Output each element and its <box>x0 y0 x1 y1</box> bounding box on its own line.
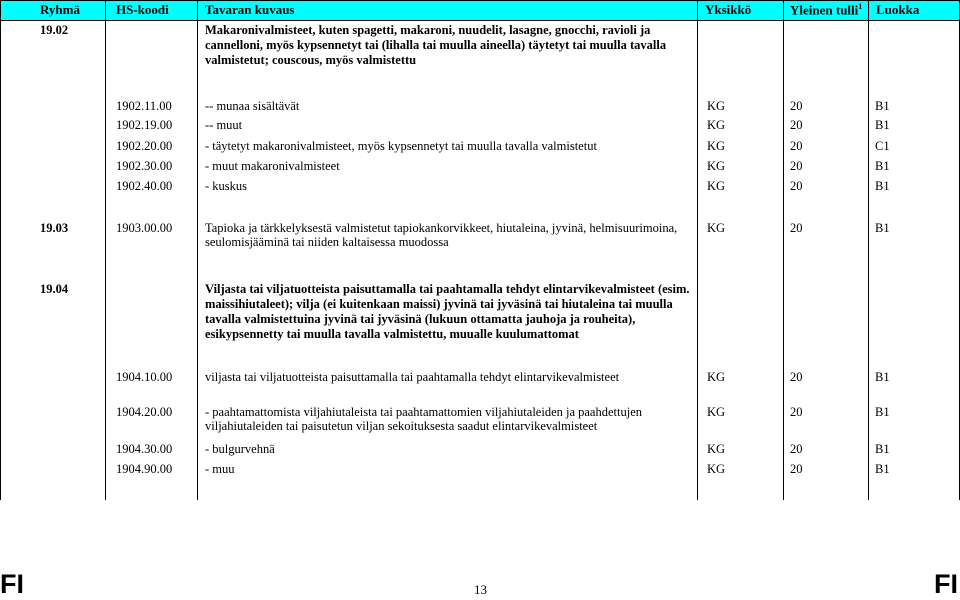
row-unit: KG <box>707 442 726 456</box>
rule-top <box>0 0 960 1</box>
group-code-1904: 19.04 <box>40 282 69 296</box>
row-class: B1 <box>875 118 890 132</box>
row-class: B1 <box>875 462 890 476</box>
header-hs-code: HS-koodi <box>116 2 169 17</box>
row-class: B1 <box>875 221 890 235</box>
row-desc: - muut makaronivalmisteet <box>205 159 340 173</box>
header-tariff-label: Yleinen tulli <box>790 2 859 18</box>
heading-1904-line-3: tavalla valmistettuina jyvinä tai jyväsinä (lukuun ottamatta jauhoja ja rouheita), <box>205 312 636 326</box>
group-code-1903: 19.03 <box>40 221 69 235</box>
row-unit: KG <box>707 221 726 235</box>
row-tariff: 20 <box>790 370 803 384</box>
row-unit: KG <box>707 370 726 384</box>
row-code: 1902.19.00 <box>116 118 173 132</box>
row-class: B1 <box>875 370 890 384</box>
row-code: 1904.20.00 <box>116 405 173 419</box>
row-desc: - muu <box>205 462 235 476</box>
row-unit: KG <box>707 405 726 419</box>
heading-1902-line-3: valmistetut; couscous, myös valmistettu <box>205 53 417 67</box>
row-class: C1 <box>875 139 890 153</box>
rule-col-5 <box>868 0 869 500</box>
header-unit: Yksikkö <box>705 2 752 17</box>
row-tariff: 20 <box>790 442 803 456</box>
header-group: Ryhmä <box>40 2 80 17</box>
row-desc-line-2: viljahiutaleiden tai paisutetun viljan sekoituksesta saadut elintarvikevalmisteet <box>205 419 598 433</box>
row-tariff: 20 <box>790 159 803 173</box>
group-code-1902: 19.02 <box>40 23 69 37</box>
row-desc: - kuskus <box>205 179 248 193</box>
footer-country-right: FI <box>934 569 958 599</box>
row-unit: KG <box>707 159 726 173</box>
rule-col-2 <box>197 0 198 500</box>
rule-col-0 <box>0 0 1 500</box>
rule-header-bottom <box>0 20 960 21</box>
row-desc: - täytetyt makaronivalmisteet, myös kypsennetyt tai muulla tavalla valmistetut <box>205 139 597 153</box>
row-tariff: 20 <box>790 118 803 132</box>
row-desc-line-1: Tapioka ja tärkkelyksestä valmistetut tapiokankorvikkeet, hiutaleina, jyvinä, helmisuurimoina, <box>205 221 678 235</box>
row-class: B1 <box>875 442 890 456</box>
row-desc: viljasta tai viljatuotteista paisuttamalla tai paahtamalla tehdyt elintarvikevalmisteet <box>205 370 620 384</box>
rule-col-3 <box>697 0 698 500</box>
table-header <box>0 0 960 20</box>
header-tariff-sup: 1 <box>858 2 863 11</box>
row-tariff: 20 <box>790 139 803 153</box>
row-desc-line-2: seulomisjääminä tai niiden kaltaisessa muodossa <box>205 235 449 249</box>
row-code: 1904.30.00 <box>116 442 173 456</box>
rule-col-1 <box>105 0 106 500</box>
row-desc: -- munaa sisältävät <box>205 99 300 113</box>
row-tariff: 20 <box>790 179 803 193</box>
heading-1902-line-2: cannelloni, myös kypsennetyt tai (lihalla tai muulla aineella) täytetyt tai muulla tavalla <box>205 38 667 52</box>
header-tariff <box>790 2 862 18</box>
rule-col-4 <box>783 0 784 500</box>
heading-1904-line-1: Viljasta tai viljatuotteista paisuttamalla tai paahtamalla tehdyt elintarvikevalmisteet (esim. <box>205 282 690 296</box>
row-class: B1 <box>875 179 890 193</box>
row-code: 1902.11.00 <box>116 99 172 113</box>
row-code: 1904.90.00 <box>116 462 173 476</box>
row-code: 1904.10.00 <box>116 370 173 384</box>
row-class: B1 <box>875 405 890 419</box>
row-tariff: 20 <box>790 462 803 476</box>
row-desc: -- muut <box>205 118 243 132</box>
row-desc: - bulgurvehnä <box>205 442 275 456</box>
row-tariff: 20 <box>790 405 803 419</box>
row-code: 1902.30.00 <box>116 159 173 173</box>
page-number: 13 <box>474 582 487 597</box>
heading-1904-line-4: esikypsennetty tai muulla tavalla valmistettu, muualle kuulumattomat <box>205 327 579 341</box>
row-code: 1902.40.00 <box>116 179 173 193</box>
header-description: Tavaran kuvaus <box>205 2 295 17</box>
row-unit: KG <box>707 118 726 132</box>
heading-1902-line-1: Makaronivalmisteet, kuten spagetti, makaroni, nuudelit, lasagne, gnocchi, ravioli ja <box>205 23 651 37</box>
row-code: 1903.00.00 <box>116 221 173 235</box>
row-tariff: 20 <box>790 99 803 113</box>
row-unit: KG <box>707 139 726 153</box>
row-desc-line-1: - paahtamattomista viljahiutaleista tai paahtamattomien viljahiutaleiden ja paahdettujen <box>205 405 642 419</box>
header-class: Luokka <box>876 2 920 17</box>
footer-country-left: FI <box>0 569 24 599</box>
row-unit: KG <box>707 179 726 193</box>
row-code: 1902.20.00 <box>116 139 173 153</box>
row-class: B1 <box>875 99 890 113</box>
row-unit: KG <box>707 99 726 113</box>
row-class: B1 <box>875 159 890 173</box>
row-unit: KG <box>707 462 726 476</box>
heading-1904-line-2: maissihiutaleet); vilja (ei kuitenkaan maissi) jyvinä tai jyväsinä tai hiutaleina tai muulla <box>205 297 673 311</box>
row-tariff: 20 <box>790 221 803 235</box>
